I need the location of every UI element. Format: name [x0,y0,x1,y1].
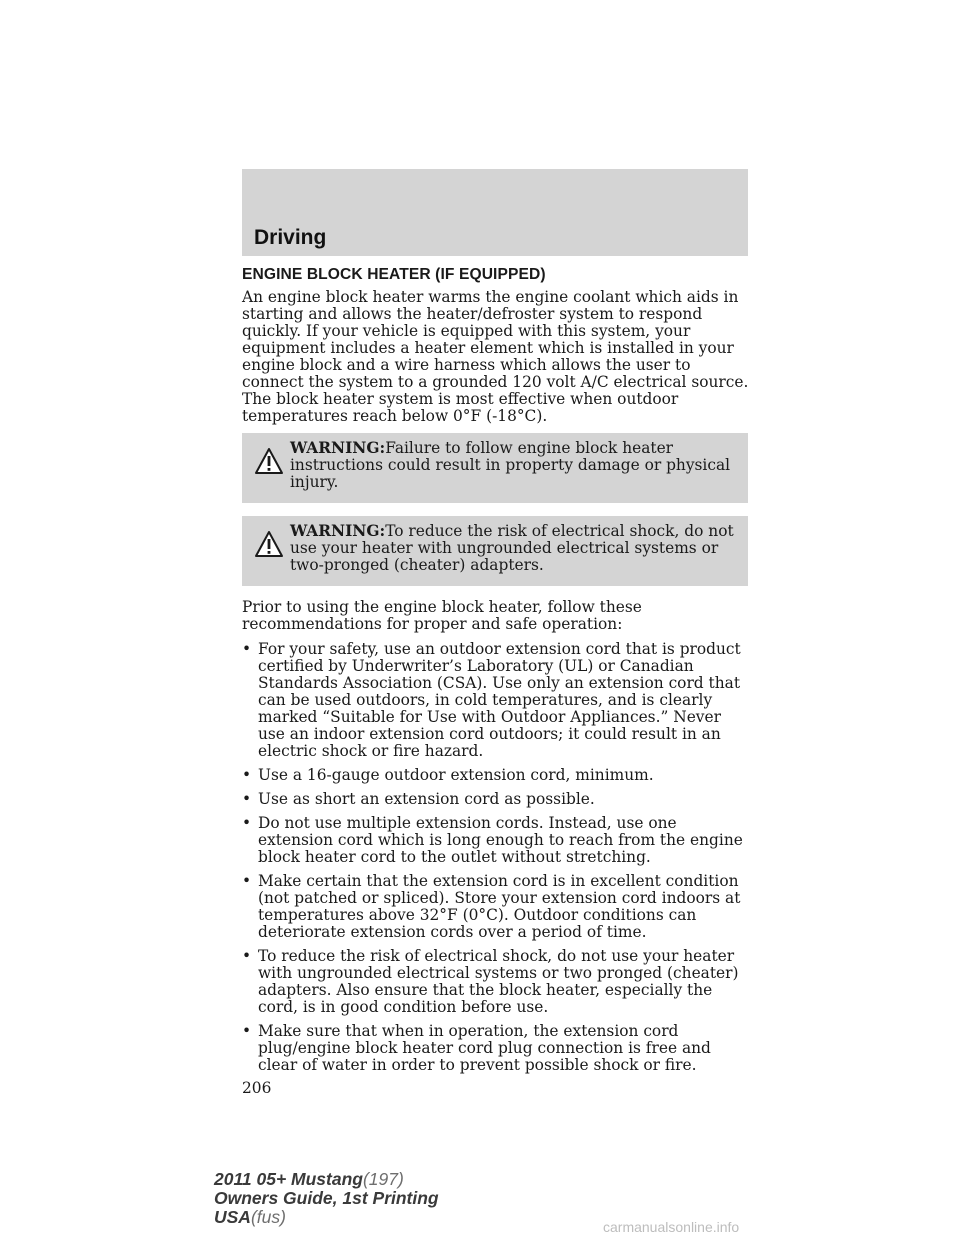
bullet-glyph: • [242,947,252,965]
list-item [242,815,752,866]
page-content [242,266,752,1097]
bullet-glyph: • [242,1022,252,1040]
list-item-text: Make sure that when in operation, the extension cord plug/engine block heater cord plug connection is free and clear of water in order to prevent possible shock or fire. [258,1022,711,1074]
warning-message: Failure to follow engine block heater instructions could result in property damage or physical injury. [290,439,731,491]
warning-label: WARNING: [290,522,386,540]
section-header-band [242,169,748,256]
list-item-text: Do not use multiple extension cords. Instead, use one extension cord which is long enough to reach from the engine block heater cord to the outlet without stretching. [258,814,743,866]
document-footer [214,1170,439,1227]
section-title: Driving [254,226,327,249]
footer-market-code: (fus) [250,1207,286,1227]
bullet-glyph: • [242,872,252,890]
footer-line-3 [214,1208,439,1227]
recommendations-list [242,641,752,1074]
bullet-glyph: • [242,814,252,832]
list-item [242,767,752,784]
footer-market: USA [214,1207,251,1227]
warning-box-2 [242,516,748,586]
list-item-text: Use a 16-gauge outdoor extension cord, minimum. [258,766,654,784]
watermark: carmanualsonline.info [603,1219,740,1235]
list-item-text: Make certain that the extension cord is in excellent condition (not patched or spliced). Store your extension cord indoors at temperatures above 32°F (0°C). Outdoor conditions can deteriorate extension cords over a period of time. [258,872,741,941]
list-item [242,791,752,808]
list-item-text: For your safety, use an outdoor extension cord that is product certified by Underwriter’s Laboratory (UL) or Canadian Standards Association (CSA). Use only an extension cord that can be used outdoors, in cold temperatures, and is clearly marked “Suitable for Use with Outdoor Appliances.” Never use an indoor extension cord outdoors; it could result in an electric shock or fire hazard. [258,640,741,760]
list-item [242,641,752,760]
warning-message: To reduce the risk of electrical shock, do not use your heater with ungrounded electrical systems or two-pronged (cheater) adapters. [290,522,734,574]
footer-printing: Owners Guide, 1st Printing [214,1188,439,1208]
warning-label: WARNING: [290,439,386,457]
footer-model-code: (197) [362,1169,404,1189]
footer-model: 2011 05+ Mustang [214,1169,363,1189]
warning-box-1 [242,433,748,503]
intro-paragraph: An engine block heater warms the engine coolant which aids in starting and allows the heater/defroster system to respond quickly. If your vehicle is equipped with this system, your equipment includes a heater element which is installed in your engine block and a wire harness which allows the user to connect the system to a grounded 120 volt A/C electrical source. The block heater system is most effective when outdoor temperatures reach below 0°F (-18°C). [242,288,749,425]
prior-paragraph: Prior to using the engine block heater, follow these recommendations for proper and safe operation: [242,598,642,633]
list-item-text: Use as short an extension cord as possible. [258,790,595,808]
list-item-text: To reduce the risk of electrical shock, do not use your heater with ungrounded electrical systems or two pronged (cheater) adapters. Also ensure that the block heater, especially the cord, is in good condition before use. [258,947,739,1016]
list-item [242,1023,752,1074]
list-item [242,948,752,1016]
engine-block-heater-heading: ENGINE BLOCK HEATER (IF EQUIPPED) [242,266,546,283]
warning-triangle-icon [254,447,284,475]
warning-triangle-icon [254,530,284,558]
bullet-glyph: • [242,766,252,784]
bullet-glyph: • [242,640,252,658]
page-number: 206 [242,1079,272,1097]
bullet-glyph: • [242,790,252,808]
footer-line-1 [214,1170,439,1189]
footer-line-2 [214,1189,439,1208]
warning-text [248,440,742,491]
list-item [242,873,752,941]
warning-text [248,523,742,574]
